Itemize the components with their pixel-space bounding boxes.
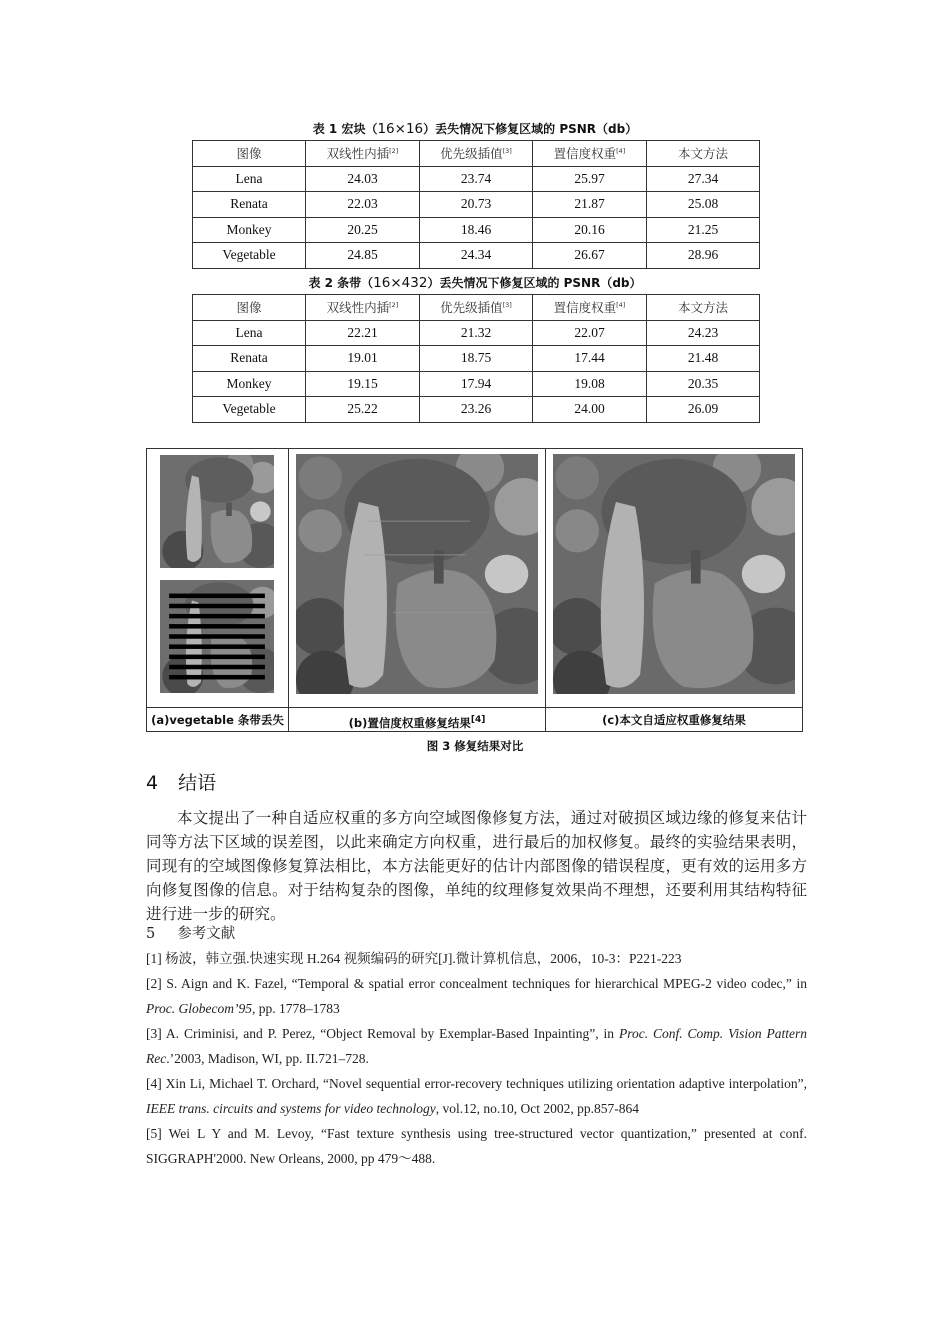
table-row <box>193 397 760 423</box>
table1-header-cell: 优先级插值[3] <box>420 141 533 167</box>
table-cell: 23.74 <box>420 166 533 192</box>
table-cell: 26.09 <box>647 397 760 423</box>
figure-caption: 图 3 修复结果对比 <box>426 739 524 753</box>
table-row <box>193 192 760 218</box>
table-cell: 24.23 <box>647 320 760 346</box>
table2 <box>192 294 760 423</box>
reference-list <box>146 946 807 1171</box>
reference-item: [1] 杨波，韩立强.快速实现 H.264 视频编码的研究[J].微计算机信息，2006，10-3：P221-223 <box>146 951 682 966</box>
table2-caption-post: ）丢失情况下修复区域的 PSNR（db） <box>427 276 642 290</box>
table-cell: 22.21 <box>306 320 420 346</box>
table-cell: 20.25 <box>306 217 420 243</box>
table-row <box>193 371 760 397</box>
table-cell: 24.85 <box>306 243 420 269</box>
references-number: 5 <box>146 926 156 942</box>
table-cell: 19.01 <box>306 346 420 372</box>
table-cell: 22.07 <box>533 320 647 346</box>
table-cell: 17.44 <box>533 346 647 372</box>
figure-label-a: (a)vegetable 条带丢失 <box>151 713 284 727</box>
table2-header-cell: 优先级插值[3] <box>420 295 533 321</box>
table-cell: 18.46 <box>420 217 533 243</box>
section-number: 4 <box>146 772 159 794</box>
table-cell: 20.35 <box>647 371 760 397</box>
table1-header-cell: 本文方法 <box>647 141 760 167</box>
references-title: 参考文献 <box>177 926 236 942</box>
confidence-weight-result-image <box>296 454 538 694</box>
table-cell: 19.15 <box>306 371 420 397</box>
table1-header-cell: 置信度权重[4] <box>533 141 647 167</box>
reference-item: [4] Xin Li, Michael T. Orchard, “Novel sequential error-recovery techniques utilizing orientation adaptive interpolation”, IEEE trans. circuits and systems for video technology, vol.12, no.10, Oct 2002, pp.857-864 <box>146 1076 807 1116</box>
table-cell: Monkey <box>193 371 306 397</box>
table-row <box>193 217 760 243</box>
vegetable-stripe-loss-image <box>160 580 274 693</box>
table1-header-cell: 图像 <box>193 141 306 167</box>
adaptive-weight-result-image <box>553 454 795 694</box>
table-cell: Vegetable <box>193 397 306 423</box>
table1-header-row <box>193 141 760 167</box>
reference-item: [3] A. Criminisi, and P. Perez, “Object Removal by Exemplar-Based Inpainting”, in Proc. Conf. Comp. Vision Pattern Rec.’2003, Madison, WI, pp. II.721–728. <box>146 1026 807 1066</box>
table-cell: Renata <box>193 346 306 372</box>
table2-caption <box>0 274 950 291</box>
table-cell: 25.08 <box>647 192 760 218</box>
table1-caption-size: 16×16 <box>377 121 424 137</box>
reference-item: [2] S. Aign and K. Fazel, “Temporal & spatial error concealment techniques for hierarchical MPEG-2 video codec,” in Proc. Globecom’95, pp. 1778–1783 <box>146 976 807 1016</box>
conclusion-paragraph: 本文提出了一种自适应权重的多方向空域图像修复方法，通过对破损区域边缘的修复来估计同等方法下区域的误差图，以此来确定方向权重，进行最后的加权修复。最终的实验结果表明，同现有的空域图像修复算法相比，本方法能更好的估计内部图像的错误程度，更有效的运用多方向修复图像的信息。对于结构复杂的图像，单纯的纹理修复效果尚不理想，还要利用其结构特征进行进一步的研究。 <box>146 809 807 923</box>
table1-header-cell: 双线性内插[2] <box>306 141 420 167</box>
figure-3 <box>146 448 803 732</box>
table-cell: 26.67 <box>533 243 647 269</box>
references-heading <box>146 922 235 943</box>
table-row <box>193 166 760 192</box>
table-row <box>193 320 760 346</box>
table-cell: Lena <box>193 320 306 346</box>
table2-caption-pre: 表 2 条带（ <box>308 276 374 290</box>
table-cell: Renata <box>193 192 306 218</box>
table2-header-cell: 图像 <box>193 295 306 321</box>
table1 <box>192 140 760 269</box>
table1-caption-pre: 表 1 宏块（ <box>312 122 378 136</box>
table-cell: 24.03 <box>306 166 420 192</box>
figure-divider <box>288 449 289 731</box>
vegetable-original-image <box>160 455 274 568</box>
table-cell: 23.26 <box>420 397 533 423</box>
table2-header-cell: 本文方法 <box>647 295 760 321</box>
table1-caption <box>0 120 950 137</box>
table-cell: 21.32 <box>420 320 533 346</box>
figure-label-c: (c)本文自适应权重修复结果 <box>602 713 746 727</box>
table-cell: 27.34 <box>647 166 760 192</box>
table-cell: 25.22 <box>306 397 420 423</box>
table1-caption-post: ）丢失情况下修复区域的 PSNR（db） <box>423 122 638 136</box>
figure-divider <box>545 449 546 731</box>
table-cell: 19.08 <box>533 371 647 397</box>
table-cell: 21.87 <box>533 192 647 218</box>
table-cell: 18.75 <box>420 346 533 372</box>
table-cell: 21.48 <box>647 346 760 372</box>
section-heading <box>146 768 216 795</box>
table-cell: 21.25 <box>647 217 760 243</box>
table-cell: 17.94 <box>420 371 533 397</box>
table-cell: Vegetable <box>193 243 306 269</box>
section-title: 结语 <box>178 772 217 794</box>
table-row <box>193 346 760 372</box>
reference-item: [5] Wei L Y and M. Levoy, “Fast texture synthesis using tree-structured vector quantization,” presented at conf. SIGGRAPH'2000. New Orleans, 2000, pp 479～488. <box>146 1126 807 1166</box>
table-cell: 28.96 <box>647 243 760 269</box>
table-cell: 25.97 <box>533 166 647 192</box>
table-cell: 24.00 <box>533 397 647 423</box>
table-cell: 20.16 <box>533 217 647 243</box>
figure-label-b: (b)置信度权重修复结果[4] <box>348 715 486 730</box>
table-cell: 20.73 <box>420 192 533 218</box>
table-cell: Monkey <box>193 217 306 243</box>
table2-header-cell: 双线性内插[2] <box>306 295 420 321</box>
table2-caption-size: 16×432 <box>373 275 428 291</box>
table2-header-row <box>193 295 760 321</box>
table-row <box>193 243 760 269</box>
table2-header-cell: 置信度权重[4] <box>533 295 647 321</box>
table-cell: Lena <box>193 166 306 192</box>
table-cell: 24.34 <box>420 243 533 269</box>
table-cell: 22.03 <box>306 192 420 218</box>
